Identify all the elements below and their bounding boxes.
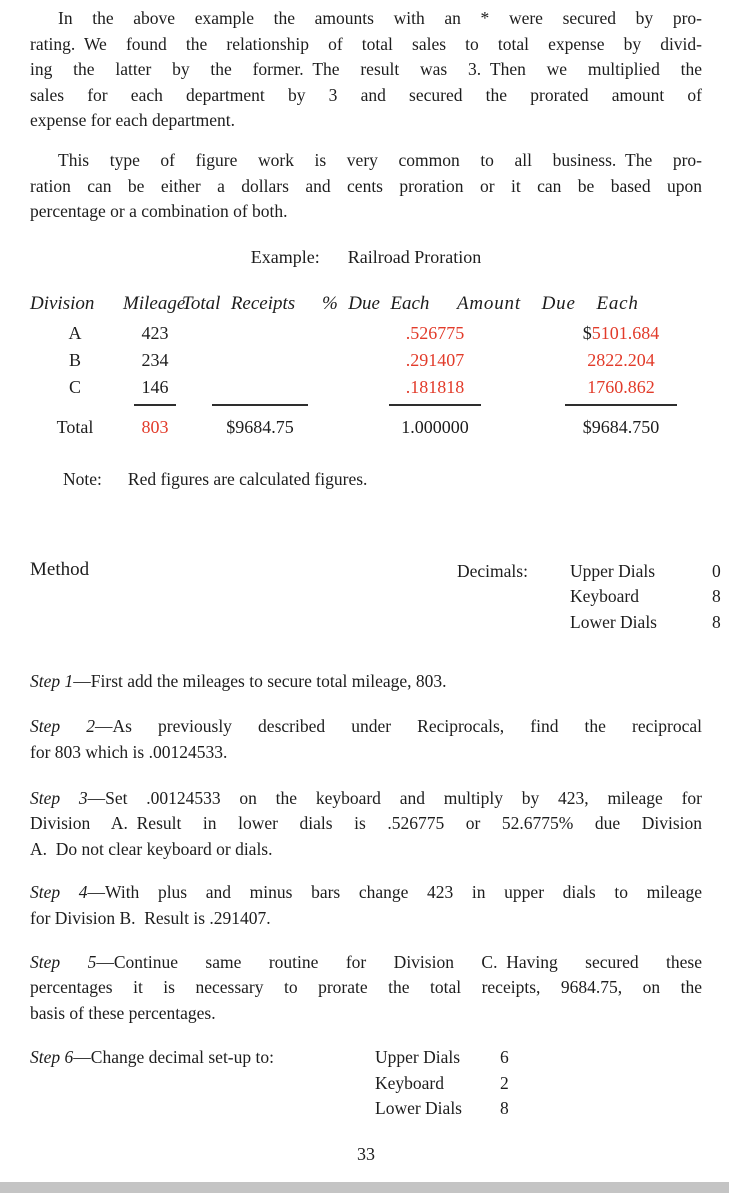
dial-value: 8: [712, 611, 721, 632]
dial-value: 2: [500, 1072, 509, 1093]
amount-cell: [540, 377, 702, 398]
dial-name: Keyboard: [375, 1072, 445, 1093]
step-label: Step 3: [30, 787, 88, 808]
dial-value: 6: [500, 1047, 509, 1068]
step-label: Step 1: [30, 670, 74, 691]
table-rules-row: [30, 401, 702, 411]
text-line: Division A. Result in lower dials is .526775 or 52.6775% due Division: [30, 813, 702, 834]
amount-cell: [540, 323, 702, 344]
table-header-row: [30, 293, 702, 320]
text-line: A. Do not clear keyboard or dials.: [30, 838, 273, 859]
mileage-cell: 146: [141, 376, 169, 397]
text-line: ing the latter by the former. The result was 3. Then we multiplied the: [30, 59, 702, 80]
dial-name: Keyboard: [570, 586, 640, 607]
division-cell: B: [68, 349, 81, 370]
step-5: [30, 950, 702, 1027]
step-text: —Set .00124533 on the keyboard and multiply by 423, mileage for: [87, 787, 702, 808]
step-label: Step 5: [30, 951, 97, 972]
method-section: [30, 558, 721, 636]
step-6: [30, 1045, 702, 1122]
dial-name: Lower Dials: [570, 611, 657, 632]
step-label: Step 6: [30, 1047, 74, 1068]
text-line: rating. We found the relationship of total sales to total expense by divid-: [30, 33, 702, 54]
method-heading: Method: [30, 558, 90, 580]
text-line: for Division B. Result is .291407.: [30, 907, 271, 928]
step-4: [30, 880, 702, 931]
step6-decimal-settings: [375, 1045, 516, 1122]
step-text: —Continue same routine for Division C. Having secured these: [96, 951, 702, 972]
text-line: ration can be either a dollars and cents proration or it can be based upon: [30, 175, 702, 196]
pct-cell: .291407: [405, 349, 465, 370]
text-line: [30, 714, 702, 740]
intro-paragraph-2: [30, 148, 702, 225]
dial-value: 8: [712, 586, 721, 607]
sum-rule-receipts: [212, 404, 308, 406]
proration-table: [30, 293, 702, 443]
dial-name: Lower Dials: [375, 1098, 462, 1119]
column-header-pct-due-each: % Due Each: [322, 292, 430, 314]
sum-rule-mileage: [134, 404, 176, 406]
pct-cell: .181818: [405, 376, 465, 397]
text-line: [30, 1045, 702, 1071]
column-header-division: Division: [30, 292, 95, 314]
text-line: This type of figure work is very common to all business. The pro-: [58, 149, 702, 170]
step-label: Step 4: [30, 882, 88, 903]
division-cell: A: [68, 322, 82, 343]
total-label: Total: [56, 417, 94, 438]
text-line: percentage or a combination of both.: [30, 201, 288, 222]
text-line: [30, 786, 702, 812]
decimals-dial-list: [570, 559, 728, 636]
table-row: [30, 347, 702, 374]
step-1: [30, 669, 702, 695]
step-2: [30, 714, 702, 765]
amount-value: 2822.204: [587, 349, 655, 370]
step-3: [30, 786, 702, 863]
amount-cell: [540, 350, 702, 371]
table-total-row: [30, 413, 702, 443]
method-steps: [30, 669, 702, 1123]
sum-rule-pct: [389, 404, 481, 406]
mileage-cell: 423: [141, 322, 169, 343]
text-line: [30, 950, 702, 976]
example-label: Example:: [250, 246, 320, 267]
text-line: [30, 669, 702, 695]
table-row: [30, 320, 702, 347]
text-line: [30, 880, 702, 906]
decimals-settings: [457, 559, 721, 632]
currency-sign: $: [582, 322, 592, 343]
step-label: Step 2: [30, 716, 95, 737]
dial-value: 8: [500, 1098, 509, 1119]
scan-edge-bar: [0, 1182, 729, 1193]
text-line: for 803 which is .00124533.: [30, 741, 228, 762]
page-number: 33: [357, 1144, 375, 1165]
step-text: —First add the mileages to secure total mileage, 803.: [73, 670, 447, 691]
total-amount: $9684.750: [582, 417, 660, 438]
step-text: —Change decimal set-up to:: [73, 1047, 274, 1068]
text-line: In the above example the amounts with an * were secured by pro-: [58, 8, 702, 28]
division-cell: C: [68, 376, 81, 397]
decimals-label: Decimals:: [457, 560, 528, 581]
mileage-cell: 234: [141, 349, 169, 370]
total-receipts: $9684.75: [226, 417, 294, 438]
intro-paragraph-1: [30, 6, 702, 134]
pct-cell: .526775: [405, 322, 465, 343]
step-text: —With plus and minus bars change 423 in upper dials to mileage: [87, 882, 702, 903]
amount-value: 1760.862: [587, 376, 655, 397]
total-pct: 1.000000: [401, 417, 469, 438]
note-label: Note:: [63, 468, 102, 489]
amount-value: 5101.684: [591, 322, 660, 343]
table-row: [30, 374, 702, 401]
note-line: [30, 469, 702, 495]
column-header-amount-due-each: Amount Due Each: [457, 292, 639, 314]
dial-name: Upper Dials: [570, 560, 656, 581]
sum-rule-amount: [565, 404, 677, 406]
example-title: Railroad Proration: [347, 246, 482, 267]
step-text: —As previously described under Reciprocals, find the reciprocal: [95, 716, 702, 737]
text-line: basis of these percentages.: [30, 1002, 216, 1023]
example-heading: [30, 247, 702, 273]
text-line: expense for each department.: [30, 110, 236, 131]
note-text: Red figures are calculated figures.: [127, 468, 368, 489]
total-mileage: 803: [141, 417, 169, 438]
text-line: percentages it is necessary to prorate the total receipts, 9684.75, on the: [30, 977, 702, 998]
text-line: sales for each department by 3 and secured the prorated amount of: [30, 84, 702, 105]
dial-value: 0: [712, 560, 721, 581]
column-header-mileage: Mileage: [123, 292, 186, 314]
dial-name: Upper Dials: [375, 1047, 461, 1068]
column-header-total-receipts: Total Receipts: [182, 292, 296, 314]
